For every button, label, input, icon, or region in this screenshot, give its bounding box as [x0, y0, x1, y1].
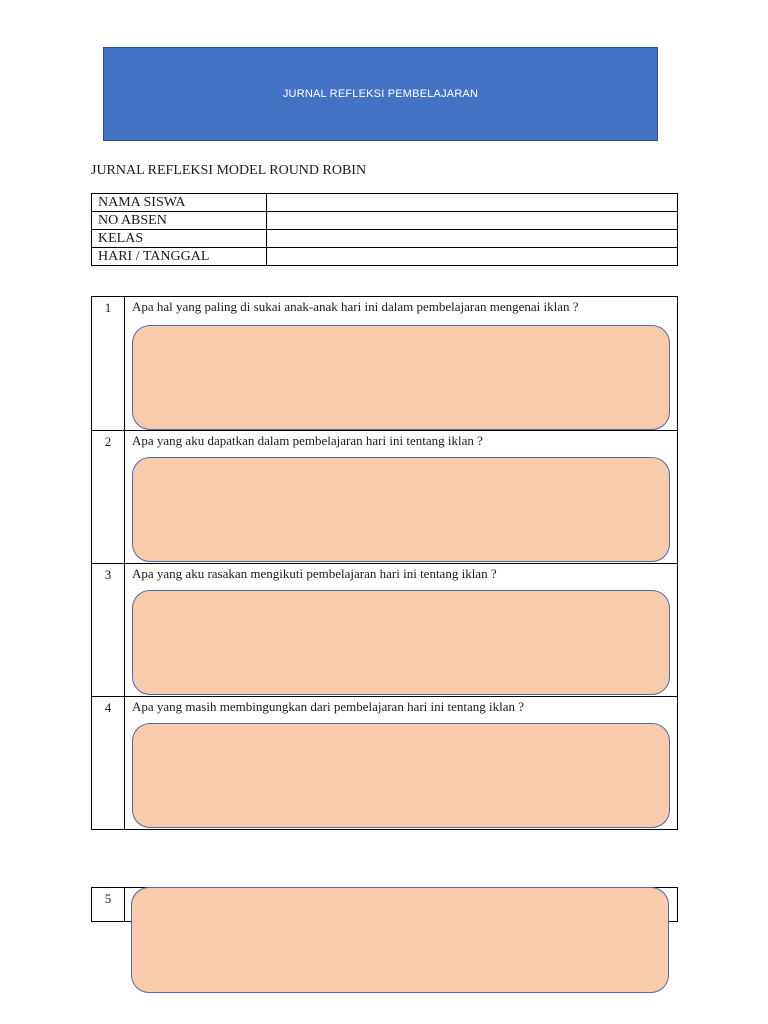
date-field[interactable] [267, 248, 678, 266]
question-row-4 [92, 697, 677, 829]
student-info-table [91, 193, 678, 266]
question-number: 5 [92, 888, 125, 921]
info-label: HARI / TANGGAL [92, 248, 267, 266]
question-text: Apa hal yang paling di sukai anak-anak hari ini dalam pembelajaran mengenai iklan ? [132, 299, 579, 314]
question-text: Apa yang masih membingungkan dari pembelajaran hari ini tentang iklan ? [132, 699, 525, 714]
question-text: Apa yang aku dapatkan dalam pembelajaran hari ini tentang iklan ? [132, 433, 483, 448]
info-row-absen [92, 212, 678, 230]
info-label: NAMA SISWA [92, 194, 267, 212]
kelas-field[interactable] [267, 230, 678, 248]
question-number: 1 [92, 297, 125, 430]
answer-box-5[interactable] [131, 887, 669, 993]
answer-box-1[interactable] [132, 325, 670, 430]
answer-box-3[interactable] [132, 590, 670, 695]
answer-box-2[interactable] [132, 457, 670, 562]
question-number: 4 [92, 697, 125, 829]
question-row-2 [92, 431, 677, 564]
info-label: NO ABSEN [92, 212, 267, 230]
question-text: Apa yang aku rasakan mengikuti pembelajaran hari ini tentang iklan ? [132, 566, 497, 581]
info-row-kelas [92, 230, 678, 248]
question-number: 2 [92, 431, 125, 563]
question-number: 3 [92, 564, 125, 696]
question-row-3 [92, 564, 677, 697]
banner-title: JURNAL REFLEKSI PEMBELAJARAN [282, 88, 479, 100]
answer-box-4[interactable] [132, 723, 670, 828]
absen-field[interactable] [267, 212, 678, 230]
title-banner [103, 47, 658, 141]
questions-table [91, 296, 678, 830]
page-subtitle: JURNAL REFLEKSI MODEL ROUND ROBIN [91, 163, 367, 178]
info-row-date [92, 248, 678, 266]
question-row-1 [92, 297, 677, 431]
info-label: KELAS [92, 230, 267, 248]
name-field[interactable] [267, 194, 678, 212]
info-row-name [92, 194, 678, 212]
